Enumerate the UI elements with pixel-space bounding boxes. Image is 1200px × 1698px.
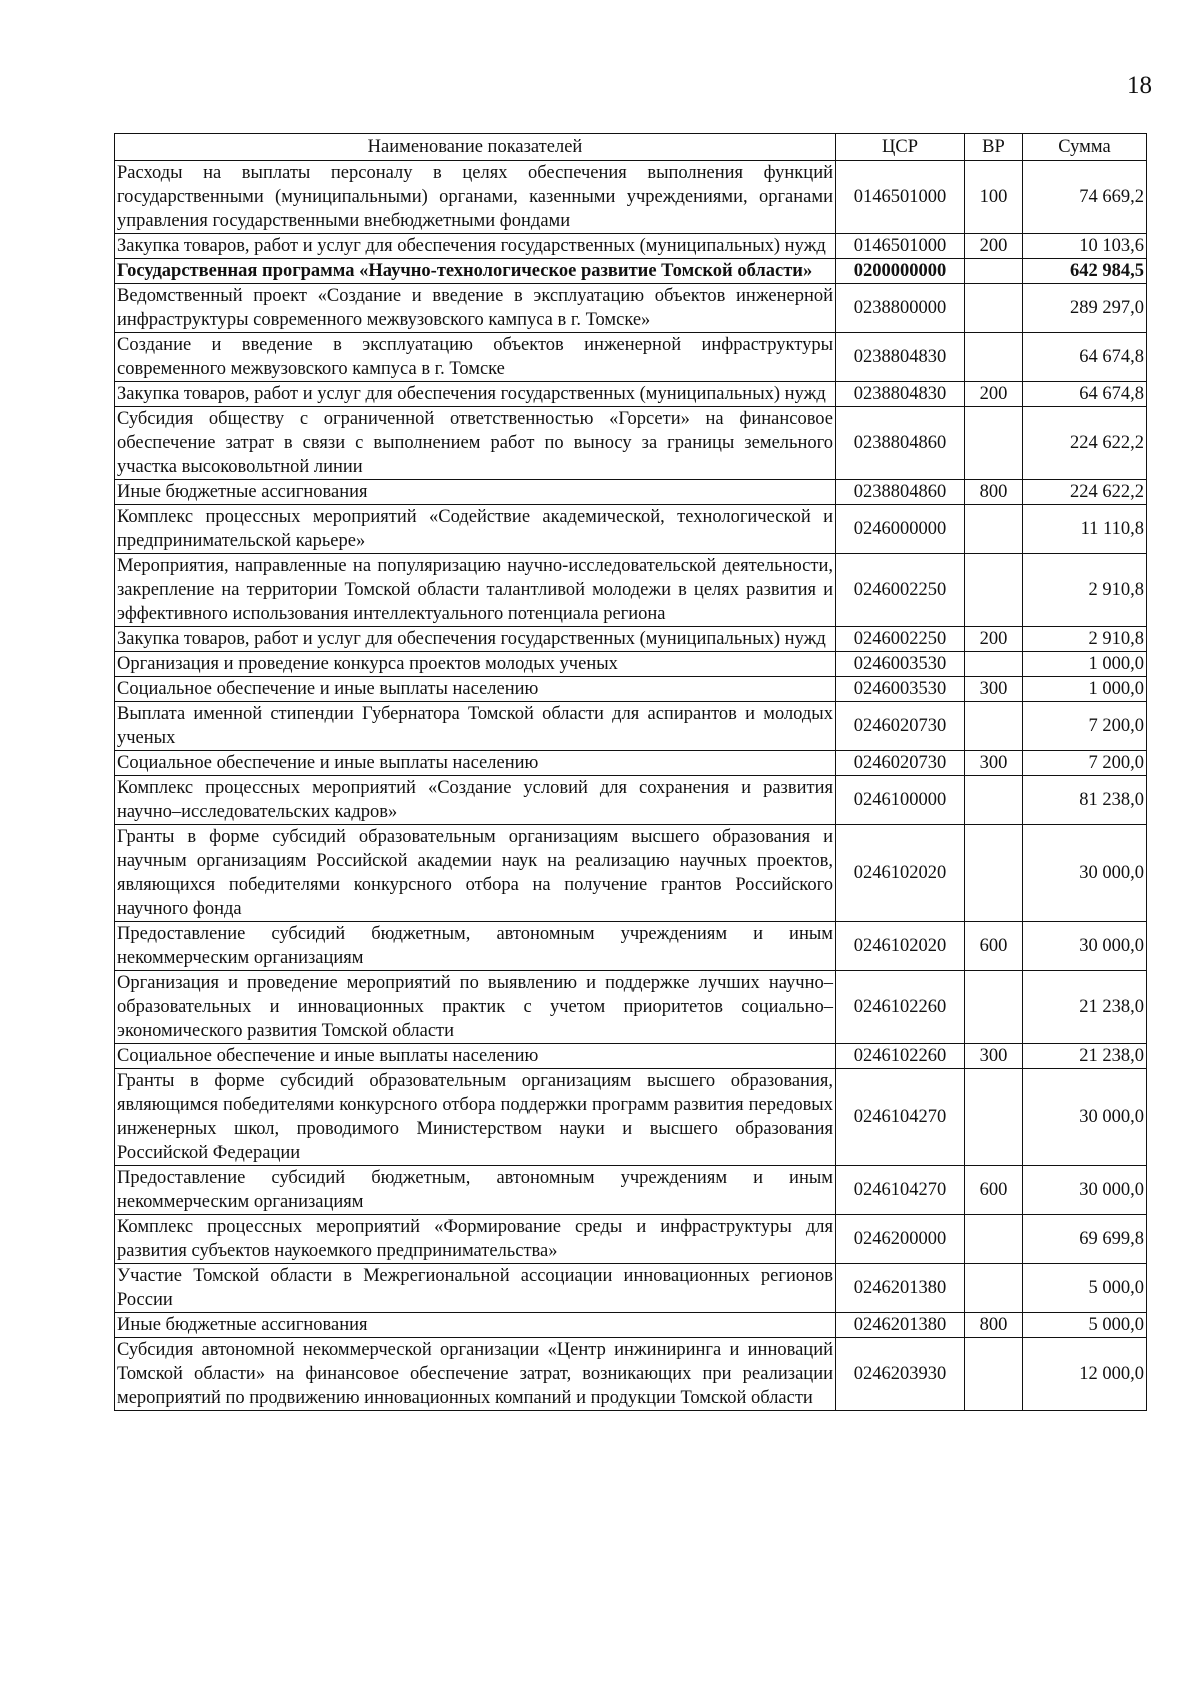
row-name: Иные бюджетные ассигнования — [115, 1313, 836, 1338]
row-csr: 0246002250 — [836, 627, 965, 652]
table-row — [115, 1264, 1147, 1313]
row-csr: 0238804860 — [836, 480, 965, 505]
row-name: Социальное обеспечение и иные выплаты населению — [115, 677, 836, 702]
row-sum: 69 699,8 — [1023, 1215, 1147, 1264]
row-vr — [965, 554, 1023, 627]
row-vr — [965, 825, 1023, 922]
row-vr: 300 — [965, 1044, 1023, 1069]
row-name: Социальное обеспечение и иные выплаты населению — [115, 1044, 836, 1069]
table-row — [115, 505, 1147, 554]
row-name: Расходы на выплаты персоналу в целях обеспечения выполнения функций государственными (муниципальными) органами, казенными учреждениями, органами управления государственными внебюджетными фондами — [115, 161, 836, 234]
row-vr: 100 — [965, 161, 1023, 234]
row-name: Субсидия обществу с ограниченной ответственностью «Горсети» на финансовое обеспечение затрат в связи с выполнением работ по выносу за границы земельного участка высоковольтной линии — [115, 407, 836, 480]
row-sum: 21 238,0 — [1023, 1044, 1147, 1069]
table-row — [115, 234, 1147, 259]
row-sum: 12 000,0 — [1023, 1338, 1147, 1411]
row-name: Гранты в форме субсидий образовательным организациям высшего образования и научным организациям Российской академии наук на реализацию научных проектов, являющихся победителями конкурсного отбора на получение грантов Российского научного фонда — [115, 825, 836, 922]
row-name: Организация и проведение конкурса проектов молодых ученых — [115, 652, 836, 677]
table-row — [115, 702, 1147, 751]
table-row — [115, 1069, 1147, 1166]
table-row — [115, 407, 1147, 480]
row-csr: 0246200000 — [836, 1215, 965, 1264]
row-vr: 600 — [965, 1166, 1023, 1215]
row-vr: 200 — [965, 627, 1023, 652]
table-row — [115, 751, 1147, 776]
table-row — [115, 825, 1147, 922]
row-name: Иные бюджетные ассигнования — [115, 480, 836, 505]
row-name: Государственная программа «Научно-технологическое развитие Томской области» — [115, 259, 836, 284]
row-name: Комплекс процессных мероприятий «Содействие академической, технологической и предпринимательской карьере» — [115, 505, 836, 554]
row-csr: 0246102020 — [836, 922, 965, 971]
row-name: Выплата именной стипендии Губернатора Томской области для аспирантов и молодых ученых — [115, 702, 836, 751]
row-csr: 0146501000 — [836, 234, 965, 259]
row-name: Комплекс процессных мероприятий «Формирование среды и инфраструктуры для развития субъектов наукоемкого предпринимательства» — [115, 1215, 836, 1264]
header-vr: ВР — [965, 134, 1023, 161]
row-csr: 0246102020 — [836, 825, 965, 922]
row-vr — [965, 1264, 1023, 1313]
row-vr: 200 — [965, 382, 1023, 407]
row-name: Участие Томской области в Межрегиональной ассоциации инновационных регионов России — [115, 1264, 836, 1313]
table-row — [115, 480, 1147, 505]
row-vr — [965, 1338, 1023, 1411]
row-name: Мероприятия, направленные на популяризацию научно-исследовательской деятельности, закрепление на территории Томской области талантливой молодежи в целях развития и эффективного использования интеллектуального потенциала региона — [115, 554, 836, 627]
row-sum: 74 669,2 — [1023, 161, 1147, 234]
row-sum: 64 674,8 — [1023, 333, 1147, 382]
row-sum: 30 000,0 — [1023, 825, 1147, 922]
row-name: Закупка товаров, работ и услуг для обеспечения государственных (муниципальных) нужд — [115, 627, 836, 652]
row-vr: 800 — [965, 480, 1023, 505]
table-row — [115, 1044, 1147, 1069]
table-row — [115, 652, 1147, 677]
row-sum: 81 238,0 — [1023, 776, 1147, 825]
row-name: Комплекс процессных мероприятий «Создание условий для сохранения и развития научно–исследовательских кадров» — [115, 776, 836, 825]
table-row — [115, 922, 1147, 971]
row-csr: 0246201380 — [836, 1264, 965, 1313]
row-csr: 0238800000 — [836, 284, 965, 333]
row-sum: 2 910,8 — [1023, 627, 1147, 652]
row-sum: 5 000,0 — [1023, 1313, 1147, 1338]
row-name: Гранты в форме субсидий образовательным организациям высшего образования, являющимся победителями конкурсного отбора поддержки программ развития передовых инженерных школ, проводимого Министерством науки и высшего образования Российской Федерации — [115, 1069, 836, 1166]
row-sum: 10 103,6 — [1023, 234, 1147, 259]
row-vr — [965, 259, 1023, 284]
row-vr — [965, 702, 1023, 751]
table-row — [115, 554, 1147, 627]
row-vr — [965, 1069, 1023, 1166]
budget-table — [114, 133, 1147, 1411]
row-vr — [965, 652, 1023, 677]
row-sum: 224 622,2 — [1023, 407, 1147, 480]
row-name: Организация и проведение мероприятий по выявлению и поддержке лучших научно–образовательных и инновационных практик с учетом приоритетов социально–экономического развития Томской области — [115, 971, 836, 1044]
row-sum: 642 984,5 — [1023, 259, 1147, 284]
table-row — [115, 333, 1147, 382]
row-sum: 2 910,8 — [1023, 554, 1147, 627]
row-csr: 0246104270 — [836, 1166, 965, 1215]
row-sum: 289 297,0 — [1023, 284, 1147, 333]
row-sum: 1 000,0 — [1023, 677, 1147, 702]
header-name: Наименование показателей — [115, 134, 836, 161]
table-row — [115, 259, 1147, 284]
header-csr: ЦСР — [836, 134, 965, 161]
row-vr — [965, 1215, 1023, 1264]
row-name: Ведомственный проект «Создание и введение в эксплуатацию объектов инженерной инфраструктуры современного межвузовского кампуса в г. Томске» — [115, 284, 836, 333]
table-row — [115, 382, 1147, 407]
row-csr: 0246003530 — [836, 677, 965, 702]
row-csr: 0246020730 — [836, 751, 965, 776]
row-name: Социальное обеспечение и иные выплаты населению — [115, 751, 836, 776]
table-row — [115, 776, 1147, 825]
row-name: Закупка товаров, работ и услуг для обеспечения государственных (муниципальных) нужд — [115, 382, 836, 407]
row-csr: 0200000000 — [836, 259, 965, 284]
table-row — [115, 284, 1147, 333]
row-csr: 0146501000 — [836, 161, 965, 234]
table-row — [115, 1215, 1147, 1264]
row-vr — [965, 333, 1023, 382]
row-sum: 64 674,8 — [1023, 382, 1147, 407]
row-name: Закупка товаров, работ и услуг для обеспечения государственных (муниципальных) нужд — [115, 234, 836, 259]
row-csr: 0246000000 — [836, 505, 965, 554]
row-csr: 0246003530 — [836, 652, 965, 677]
row-name: Субсидия автономной некоммерческой организации «Центр инжиниринга и инноваций Томской области» на финансовое обеспечение затрат, возникающих при реализации мероприятий по продвижению инновационных компаний и продукции Томской области — [115, 1338, 836, 1411]
row-csr: 0246104270 — [836, 1069, 965, 1166]
table-row — [115, 161, 1147, 234]
row-csr: 0246102260 — [836, 1044, 965, 1069]
table-row — [115, 1313, 1147, 1338]
row-vr — [965, 776, 1023, 825]
row-csr: 0238804830 — [836, 382, 965, 407]
row-csr: 0246201380 — [836, 1313, 965, 1338]
row-csr: 0238804860 — [836, 407, 965, 480]
row-csr: 0246020730 — [836, 702, 965, 751]
row-sum: 1 000,0 — [1023, 652, 1147, 677]
row-vr: 300 — [965, 677, 1023, 702]
row-sum: 21 238,0 — [1023, 971, 1147, 1044]
row-vr: 300 — [965, 751, 1023, 776]
row-vr — [965, 505, 1023, 554]
row-vr: 800 — [965, 1313, 1023, 1338]
row-sum: 30 000,0 — [1023, 1069, 1147, 1166]
row-sum: 30 000,0 — [1023, 1166, 1147, 1215]
row-sum: 7 200,0 — [1023, 751, 1147, 776]
row-sum: 7 200,0 — [1023, 702, 1147, 751]
table-row — [115, 971, 1147, 1044]
row-vr: 200 — [965, 234, 1023, 259]
table-header-row — [115, 134, 1147, 161]
table-row — [115, 677, 1147, 702]
row-sum: 11 110,8 — [1023, 505, 1147, 554]
table-row — [115, 1166, 1147, 1215]
row-name: Создание и введение в эксплуатацию объектов инженерной инфраструктуры современного межвузовского кампуса в г. Томске — [115, 333, 836, 382]
row-name: Предоставление субсидий бюджетным, автономным учреждениям и иным некоммерческим организациям — [115, 1166, 836, 1215]
row-csr: 0238804830 — [836, 333, 965, 382]
row-vr: 600 — [965, 922, 1023, 971]
row-sum: 30 000,0 — [1023, 922, 1147, 971]
row-vr — [965, 284, 1023, 333]
row-csr: 0246203930 — [836, 1338, 965, 1411]
row-vr — [965, 407, 1023, 480]
row-csr: 0246102260 — [836, 971, 965, 1044]
row-csr: 0246100000 — [836, 776, 965, 825]
row-vr — [965, 971, 1023, 1044]
table-row — [115, 627, 1147, 652]
table-row — [115, 1338, 1147, 1411]
header-sum: Сумма — [1023, 134, 1147, 161]
row-sum: 5 000,0 — [1023, 1264, 1147, 1313]
row-csr: 0246002250 — [836, 554, 965, 627]
page-number: 18 — [1127, 72, 1152, 99]
row-sum: 224 622,2 — [1023, 480, 1147, 505]
row-name: Предоставление субсидий бюджетным, автономным учреждениям и иным некоммерческим организациям — [115, 922, 836, 971]
